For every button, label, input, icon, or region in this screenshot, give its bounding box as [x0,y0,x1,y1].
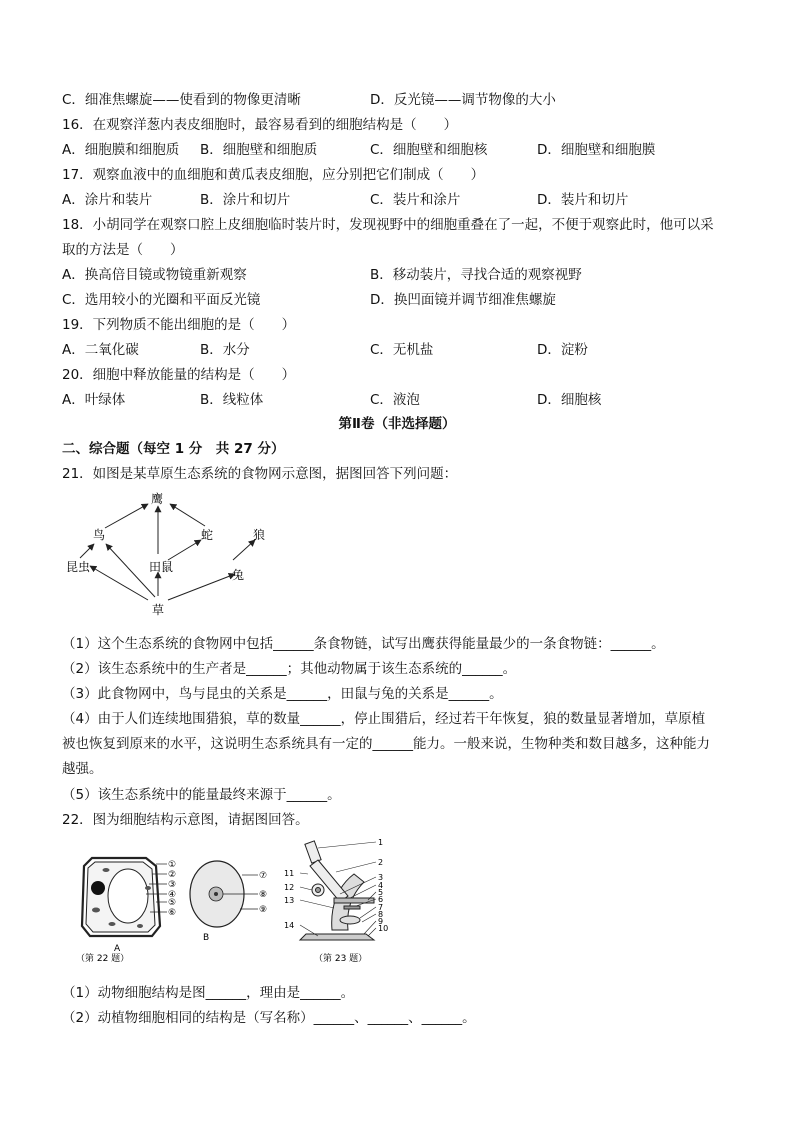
q21-part5: （5）该生态系统中的能量最终来源于______。 [62,787,341,803]
q19-options [62,341,742,359]
food-web-snake: 蛇 [201,528,214,542]
cell-label-2: ② [168,870,177,880]
q16-options [62,141,742,159]
cell-label-1: ① [168,860,177,870]
microscope-label-7: 7 [378,903,384,912]
food-web-mouse: 田鼠 [149,560,174,574]
q16-option-a: A．细胞膜和细胞质 [62,142,180,158]
microscope-label-3: 3 [378,873,384,882]
cell-label-5: ⑤ [168,898,177,908]
microscope-label-2: 2 [378,858,384,867]
microscope-label-1: 1 [378,838,384,847]
cell-label-9: ⑨ [259,905,268,915]
q17-option-b: B．涂片和切片 [200,192,291,208]
microscope-label-8: 8 [378,910,384,919]
q19-option-d: D．淀粉 [537,342,588,358]
q21-part4-line3: 越强。 [62,761,103,777]
q20-options [62,391,742,409]
q16-option-d: D．细胞壁和细胞膜 [537,142,656,158]
q18-stem-line2: 取的方法是（ ） [62,242,184,258]
cell-label-7: ⑦ [259,871,268,881]
food-web-insect: 昆虫 [66,560,91,574]
q18-options-ab [62,266,742,284]
microscope-label-9: 9 [378,917,384,926]
microscope-label-4: 4 [378,881,384,890]
q21-part1: （1）这个生态系统的食物网中包括______条食物链，试写出鹰获得能量最少的一条食物链：______。 [62,636,665,652]
q16-option-b: B．细胞壁和细胞质 [200,142,318,158]
q22-part2: （2）动植物细胞相同的结构是（写名称）______、______、______。 [62,1010,476,1026]
q19-option-a: A．二氧化碳 [62,342,139,358]
q17-option-d: D．装片和切片 [537,192,629,208]
cell-label-3: ③ [168,880,177,890]
cell-label-8: ⑧ [259,890,268,900]
food-web-rabbit: 兔 [232,568,245,582]
q19-option-b: B．水分 [200,342,250,358]
q20-option-a: A．叶绿体 [62,392,126,408]
q17-options [62,191,742,209]
microscope-diagram [278,836,418,968]
food-web-eagle: 鹰 [151,492,164,506]
food-web-grass: 草 [152,603,165,617]
q16-stem: 16．在观察洋葱内表皮细胞时，最容易看到的细胞结构是（ ） [62,117,458,133]
q17-option-c: C．装片和涂片 [370,192,461,208]
q18-option-c: C．选用较小的光圈和平面反光镜 [62,292,261,308]
food-web-bird: 鸟 [93,528,106,542]
q20-option-b: B．线粒体 [200,392,264,408]
q18-option-b: B．移动装片，寻找合适的观察视野 [370,267,582,283]
q21-part2: （2）该生态系统中的生产者是______；其他动物属于该生态系统的______。 [62,661,517,677]
microscope-label-14: 14 [284,921,295,930]
q18-stem-line1: 18．小胡同学在观察口腔上皮细胞临时装片时，发现视野中的细胞重叠在了一起，不便于观察此时，他可以采 [62,217,714,233]
q21-part4-line2: 被也恢复到原来的水平，这说明生态系统具有一定的______能力。一般来说，生物种类和数目越多，这种能力 [62,736,710,752]
caption-question-23: （第 23 题） [314,954,368,964]
cell-figure-b-label: B [203,933,210,943]
part2-title: 第Ⅱ卷（非选择题） [338,416,456,432]
cell-structure-diagram [70,848,280,968]
food-web-wolf: 狼 [253,528,266,542]
microscope-label-12: 12 [284,883,295,892]
q21-stem: 21．如图是某草原生态系统的食物网示意图，据图回答下列问题： [62,466,458,482]
microscope-label-6: 6 [378,895,384,904]
caption-question-22: （第 22 题） [76,954,130,964]
q20-option-c: C．液泡 [370,392,420,408]
q22-stem: 22．图为细胞结构示意图，请据图回答。 [62,812,309,828]
q21-part4-line1: （4）由于人们连续地围猎狼，草的数量______，停止围猎后，经过若干年恢复，狼的数量显著增加，草原植 [62,711,706,727]
cell-figure-a-label: A [114,944,121,954]
microscope-label-11: 11 [284,869,295,878]
q16-option-c: C．细胞壁和细胞核 [370,142,488,158]
microscope-label-5: 5 [378,888,384,897]
microscope-label-10: 10 [378,924,389,933]
q17-stem: 17．观察血液中的血细胞和黄瓜表皮细胞，应分别把它们制成（ ） [62,167,485,183]
q18-option-d: D．换凹面镜并调节细准焦螺旋 [370,292,556,308]
microscope [300,841,374,940]
q19-option-c: C．无机盐 [370,342,434,358]
q22-part1: （1）动物细胞结构是图______，理由是______。 [62,985,355,1001]
food-web-diagram [60,492,290,622]
q15-options-cd [62,91,742,109]
q15-option-c: C．细准焦螺旋——使看到的物像更清晰 [62,92,301,108]
q17-option-a: A．涂片和装片 [62,192,153,208]
q18-options-cd [62,291,742,309]
cell-label-4: ④ [168,890,177,900]
plant-cell-a [82,858,160,936]
microscope-label-13: 13 [284,896,295,905]
q19-stem: 19．下列物质不能出细胞的是（ ） [62,317,296,333]
q21-part3: （3）此食物网中，鸟与昆虫的关系是______，田鼠与兔的关系是______。 [62,686,503,702]
q15-option-d: D．反光镜——调节物像的大小 [370,92,556,108]
q18-option-a: A．换高倍目镜或物镜重新观察 [62,267,247,283]
section2-heading: 二、综合题（每空 1 分 共 27 分） [62,441,285,457]
q20-stem: 20．细胞中释放能量的结构是（ ） [62,367,296,383]
q20-option-d: D．细胞核 [537,392,602,408]
cell-label-6: ⑥ [168,908,177,918]
